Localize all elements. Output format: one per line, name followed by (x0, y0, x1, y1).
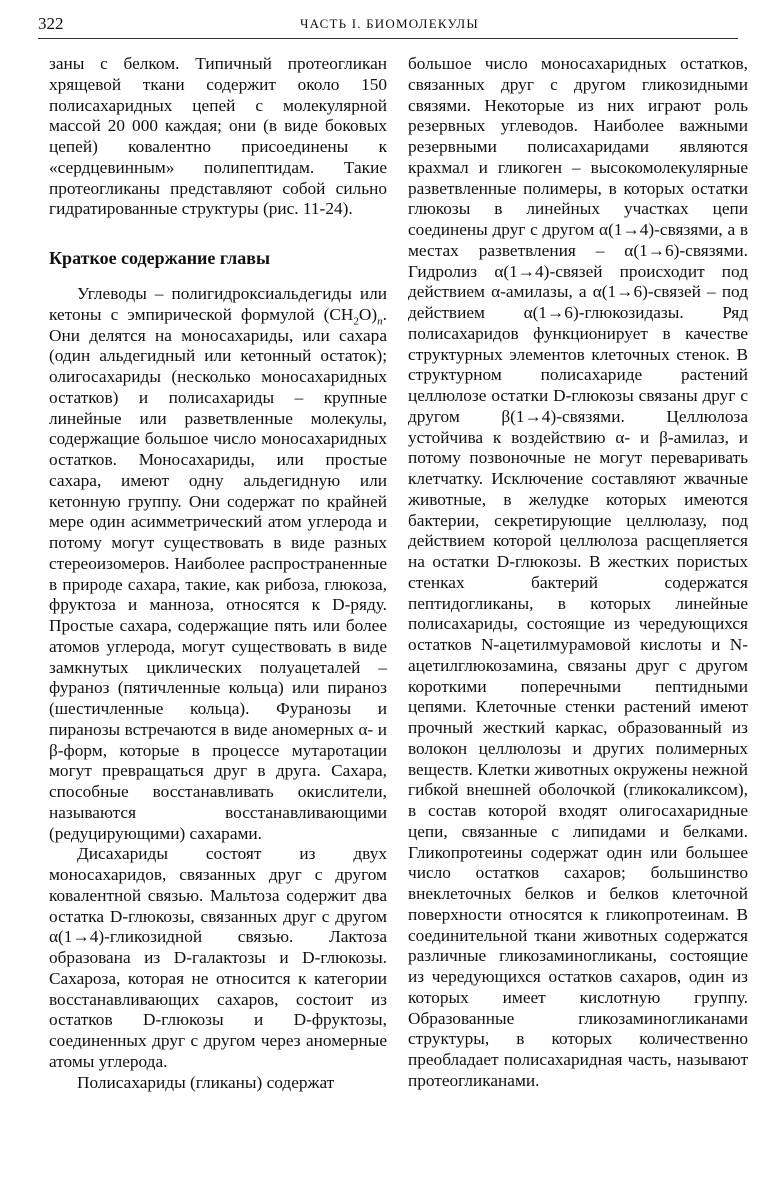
formula-subscript-2: 2 (353, 315, 359, 328)
summary-paragraph-1 (49, 284, 387, 844)
formula-subscript-n: n (377, 315, 383, 328)
summary-p1-text-a: Углеводы – полигидроксиальдегиды или кетоны с эмпирической формулой (CH (49, 284, 387, 324)
running-head: ЧАСТЬ I. БИОМОЛЕКУЛЫ (300, 16, 479, 31)
header-rule (38, 38, 738, 39)
summary-p1-formula-mid: O) (358, 304, 378, 324)
summary-paragraph-2: Дисахариды состоят из двух моносахаридов, связанных друг с другом ковалентной связью. Мальтоза содержит два остатка D-глюкозы, связанных друг с другом α(1→4)-гликозидной связью. Лактоза образована из D-галактозы и D-глюкозы. Сахароза, которая не относится к категории восстанавливающих сахаров, состоит из остатков D-глюкозы и D-фруктозы, соединенных друг с другом через аномерные атомы углерода. (49, 844, 387, 1071)
spacer (49, 269, 387, 284)
right-column (408, 54, 748, 1092)
summary-p1-text-b: . Они делятся на моносахариды, или сахара (один альдегидный или кетонный остаток); олигосахариды (несколько моносахаридных остатков) и полисахариды – крупные линейные или разветвленные молекулы, содержащие большое число моносахаридных остатков. Моносахариды, или простые сахара, имеют одну альдегидную или кетонную группу. Они содержат по крайней мере один асимметрический атом углерода и потому могут существовать в виде разных стереоизомеров. Наиболее распространенные в природе сахара, такие, как рибоза, глюкоза, фруктоза и манноза, относятся к D-ряду. Простые сахара, содержащие пять или более атомов углерода, могут существовать в виде замкнутых циклических полуацеталей – фураноз (пятичленные кольца) или пираноз (шестичленные кольца). Фуранозы и пиранозы встречаются в виде аномерных α- и β-форм, которые в процессе мутаротации могут превращаться друг в друга. Сахара, способные восстанавливать окислители, называются восстанавливающими (редуцирующими) сахарами. (49, 304, 387, 843)
right-column-paragraph: большое число моносахаридных остатков, связанных друг с другом гликозидными связями. Некоторые из них играют роль резервных углеводов. Наиболее важными резервными полисахаридами являются крахмал и гликоген – высокомолекулярные разветвленные полимеры, в которых остатки глюкозы в линейных участках цепи соединены друг с другом α(1→4)-связями, а в местах разветвления – α(1→6)-связями. Гидролиз α(1→4)-связей происходит под действием α-амилазы, а α(1→6)-связей – под действием α(1→6)-глюкозидазы. Ряд полисахаридов функционирует в качестве структурных элементов клеточных стенок. В структурном полисахариде растений целлюлозе остатки D-глюкозы связаны друг с другом β(1→4)-связями. Целлюлоза устойчива к воздействию α- и β-амилаз, и потому позвоночные не могут переваривать клетчатку. Исключение составляют жвачные животные, в желудке которых имеются бактерии, секретирующие целлюлазу, под действием которой целлюлоза расщепляется на остатки D-глюкозы. В жестких пористых стенках бактерий содержатся пептидогликаны, в которых линейные полисахариды, состоящие из чередующихся остатков N-ацетилмурамовой кислоты и N-ацетилглюкозамина, связаны друг с другом короткими поперечными пептидными цепями. Клеточные стенки растений имеют прочный жесткий каркас, образованный из волокон целлюлозы и других полимерных веществ. Клетки животных окружены нежной гибкой внешней оболочкой (гликокаликсом), в состав которой входят олигосахаридные цепи, связанные с липидами и белками. Гликопротеины содержат один или большее число остатков сахаров; большинство внеклеточных белков и белков клеточной поверхности относятся к гликопротеинам. В соединительной ткани животных содержатся различные гликозаминогликаны, состоящие из чередующихся остатков сахаров, один из которых имеет кислотную группу. Образованные гликозаминогликанами структуры, в которых количественно преобладает полисахаридная часть, называют протеогликанами. (408, 54, 748, 1090)
page-number: 322 (38, 14, 64, 33)
spacer (49, 220, 387, 247)
section-heading: Краткое содержание главы (49, 248, 271, 268)
left-column (49, 54, 387, 1093)
page-header (38, 14, 738, 36)
summary-paragraph-3-start: Полисахариды (гликаны) содержат (77, 1072, 335, 1092)
continuation-paragraph: заны с белком. Типичный протеогликан хрящевой ткани содержит около 150 полисахаридных цепей с молекулярной массой 20 000 каждая; они (в виде боковых цепей) ковалентно присоединены к «сердцевинным» полипептидам. Такие протеогликаны представляют собой сильно гидратированные структуры (рис. 11-24). (49, 54, 387, 219)
